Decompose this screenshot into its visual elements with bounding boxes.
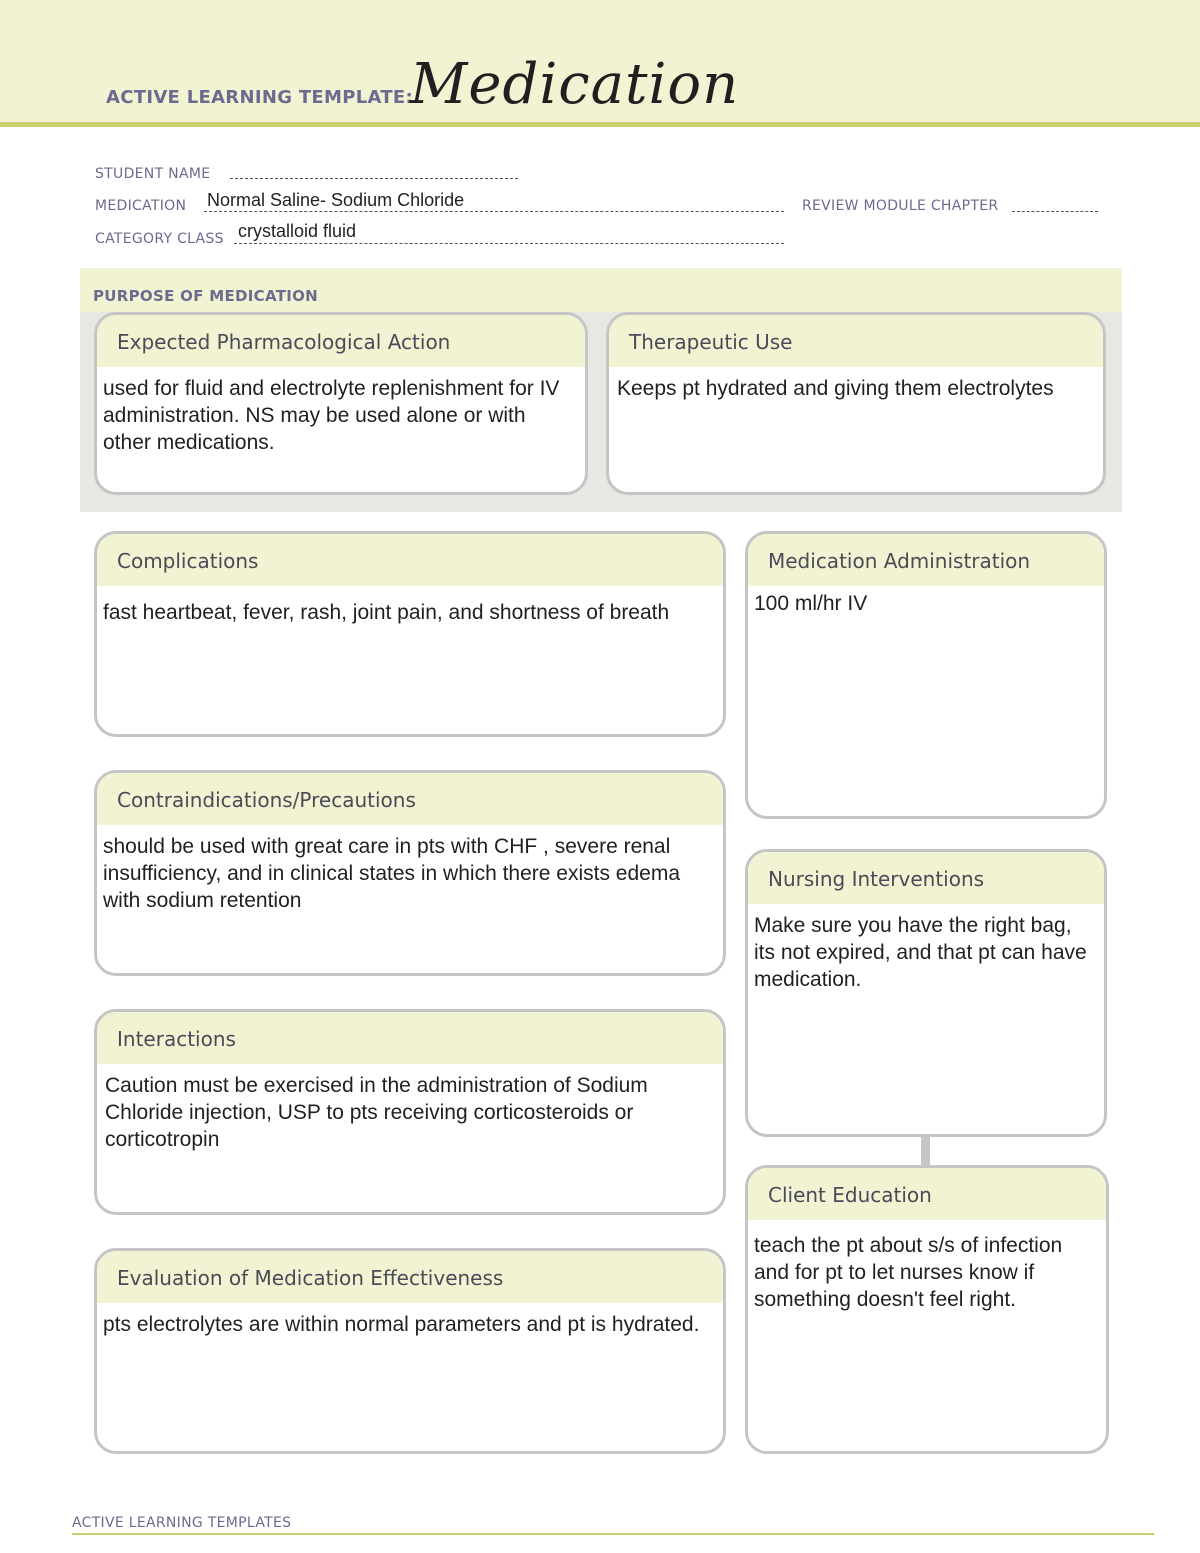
medication-administration-box [745,531,1107,819]
review-module-label: REVIEW MODULE CHAPTER [802,198,999,214]
student-name-label: STUDENT NAME [95,166,211,182]
client-education-heading: Client Education [748,1168,1106,1220]
therapeutic-use-box [606,312,1106,495]
student-name-line [230,178,518,179]
expected-action-text[interactable]: used for fluid and electrolyte replenishment for IV administration. NS may be used alone or with other medications. [103,377,560,454]
review-module-line [1012,211,1098,212]
nursing-interventions-box [745,849,1107,1137]
evaluation-text[interactable]: pts electrolytes are within normal parameters and pt is hydrated. [103,1313,700,1336]
medication-administration-heading: Medication Administration [748,534,1104,586]
therapeutic-use-heading: Therapeutic Use [609,315,1103,367]
therapeutic-use-text[interactable]: Keeps pt hydrated and giving them electrolytes [617,377,1054,400]
interactions-text[interactable]: Caution must be exercised in the administration of Sodium Chloride injection, USP to pts receiving corticosteroids or corticotropin [105,1074,648,1151]
medication-line [204,211,784,212]
client-education-text[interactable]: teach the pt about s/s of infection and for pt to let nurses know if something doesn't feel right. [754,1234,1063,1311]
nursing-interventions-text[interactable]: Make sure you have the right bag, its not expired, and that pt can have medication. [754,914,1087,991]
contraindications-box [94,770,726,976]
interactions-heading: Interactions [97,1012,723,1064]
purpose-title: PURPOSE OF MEDICATION [93,287,319,305]
client-education-box [745,1165,1109,1454]
medication-field[interactable]: Normal Saline- Sodium Chloride [207,190,465,210]
evaluation-box [94,1248,726,1454]
connector-line [921,1134,930,1166]
interactions-box [94,1009,726,1215]
expected-action-box [94,312,588,495]
contraindications-heading: Contraindications/Precautions [97,773,723,825]
complications-heading: Complications [97,534,723,586]
expected-action-heading: Expected Pharmacological Action [97,315,585,367]
template-title: Medication [410,52,740,117]
medication-administration-text[interactable]: 100 ml/hr IV [754,592,868,615]
footer-text: ACTIVE LEARNING TEMPLATES [72,1515,292,1531]
medication-label: MEDICATION [95,198,187,214]
complications-box [94,531,726,737]
evaluation-heading: Evaluation of Medication Effectiveness [97,1251,723,1303]
category-class-label: CATEGORY CLASS [95,231,224,247]
nursing-interventions-heading: Nursing Interventions [748,852,1104,904]
contraindications-text[interactable]: should be used with great care in pts with CHF , severe renal insufficiency, and in clinical states in which there exists edema with sodium retention [103,835,681,912]
footer-rule [72,1533,1154,1535]
complications-text[interactable]: fast heartbeat, fever, rash, joint pain, and shortness of breath [103,601,670,624]
category-class-line [234,243,784,244]
template-label: ACTIVE LEARNING TEMPLATE: [106,87,413,108]
header-rule [0,122,1200,127]
category-class-field[interactable]: crystalloid fluid [238,221,357,241]
